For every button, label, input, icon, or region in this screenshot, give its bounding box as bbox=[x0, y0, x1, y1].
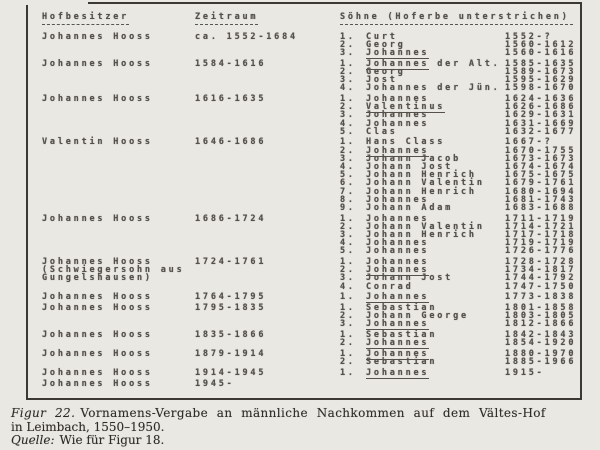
son-years: 1595-1629 bbox=[505, 75, 577, 86]
son-number: 3. bbox=[340, 273, 356, 284]
header-cell-soehne bbox=[340, 13, 580, 25]
owner-cell bbox=[42, 33, 195, 41]
owner-cell bbox=[42, 293, 195, 301]
son-years: 1626-1686 bbox=[505, 102, 577, 113]
period: 1795-1835 bbox=[195, 303, 267, 314]
table-row-group bbox=[42, 138, 580, 212]
son-years: 1714-1721 bbox=[505, 221, 577, 232]
son-years: 1667-? bbox=[505, 137, 553, 148]
caption-line-1 bbox=[11, 407, 591, 421]
owner-cell bbox=[42, 380, 195, 388]
owner-cell bbox=[42, 369, 195, 377]
son-years: 1585-1635 bbox=[505, 58, 577, 69]
owner-cell bbox=[42, 350, 195, 358]
header-zeitraum: Zeitraum bbox=[195, 13, 258, 25]
son-name: Sebastian bbox=[366, 303, 438, 314]
son-number: 8. bbox=[340, 194, 356, 205]
son-number: 6. bbox=[340, 178, 356, 189]
owner-cell bbox=[42, 95, 195, 103]
son-number: 7. bbox=[340, 186, 356, 197]
son-years: 1679-1761 bbox=[505, 178, 577, 189]
son-years: 1670-1755 bbox=[505, 145, 577, 156]
son-years: 1680-1694 bbox=[505, 186, 577, 197]
sons-cell bbox=[340, 369, 580, 377]
son-name-wrap bbox=[366, 247, 429, 255]
son-name-wrap bbox=[366, 49, 429, 57]
son-name-wrap bbox=[366, 369, 429, 377]
son-name: Johannes bbox=[366, 257, 430, 268]
son-number: 1. bbox=[340, 94, 356, 105]
son-name: Curt bbox=[366, 31, 398, 42]
period-cell bbox=[195, 380, 340, 388]
period-cell bbox=[195, 331, 340, 339]
son-years: 1719-1719 bbox=[505, 238, 577, 249]
son-number: 5. bbox=[340, 246, 356, 257]
table-row-group bbox=[42, 304, 580, 329]
son-row bbox=[340, 339, 580, 347]
son-name: Johann Henrich bbox=[366, 170, 477, 181]
son-row bbox=[340, 128, 580, 136]
table-header-row bbox=[42, 13, 580, 25]
son-number: 1. bbox=[340, 292, 356, 303]
son-number: 1. bbox=[340, 213, 356, 224]
son-years: 1624-1636 bbox=[505, 94, 577, 105]
son-name: Clas bbox=[366, 126, 398, 137]
son-years: 1803-1805 bbox=[505, 311, 577, 322]
son-name-wrap bbox=[366, 358, 437, 366]
sons-cell bbox=[340, 33, 580, 58]
frame-top-fade bbox=[26, 2, 88, 5]
son-years: 1560-1612 bbox=[505, 39, 577, 50]
son-years: 1726-1776 bbox=[505, 246, 577, 257]
table-row-group bbox=[42, 331, 580, 347]
table-frame bbox=[26, 2, 582, 400]
period-cell bbox=[195, 95, 340, 103]
son-name: Johannes bbox=[366, 48, 430, 59]
son-name-wrap bbox=[366, 128, 398, 136]
owner-name-line: Johannes Hooss bbox=[42, 303, 153, 314]
son-years: 1915- bbox=[505, 367, 545, 378]
son-row bbox=[340, 283, 580, 291]
period: 1835-1866 bbox=[195, 330, 267, 341]
period-cell bbox=[195, 215, 340, 223]
son-number: 2. bbox=[340, 311, 356, 322]
owner-name-line: Gungelshausen) bbox=[42, 273, 153, 284]
son-number: 9. bbox=[340, 202, 356, 213]
son-number: 4. bbox=[340, 281, 356, 292]
sons-cell bbox=[340, 138, 580, 212]
son-years: 1880-1970 bbox=[505, 348, 577, 359]
son-number: 2. bbox=[340, 221, 356, 232]
son-years: 1632-1677 bbox=[505, 126, 577, 137]
table-row-group bbox=[42, 258, 580, 291]
period-cell bbox=[195, 293, 340, 301]
owner-name-line: Johannes Hooss bbox=[42, 94, 153, 105]
son-years: 1885-1966 bbox=[505, 357, 577, 368]
son-name: Johannes bbox=[366, 194, 430, 205]
son-number: 1. bbox=[340, 367, 356, 378]
period-cell bbox=[195, 138, 340, 146]
son-name: Johann Henrich bbox=[366, 186, 477, 197]
son-name: Johannes bbox=[366, 292, 430, 303]
period: 1584-1616 bbox=[195, 58, 267, 69]
son-name: Johannes bbox=[366, 145, 430, 156]
son-number: 2. bbox=[340, 102, 356, 113]
owner-name-line: Johannes Hooss bbox=[42, 257, 153, 268]
son-years: 1801-1858 bbox=[505, 303, 577, 314]
sons-cell bbox=[340, 304, 580, 329]
son-name: Jost bbox=[366, 75, 398, 86]
owner-cell bbox=[42, 60, 195, 68]
son-years: 1711-1719 bbox=[505, 213, 577, 224]
son-name: Georg bbox=[366, 39, 406, 50]
caption-source-line bbox=[11, 434, 591, 448]
son-years: 1629-1631 bbox=[505, 110, 577, 121]
son-years: 1744-1792 bbox=[505, 273, 577, 284]
owner-name-line: Johannes Hooss bbox=[42, 213, 153, 224]
son-name: Johann George bbox=[366, 311, 469, 322]
son-name: Johannes bbox=[366, 83, 430, 94]
sons-cell bbox=[340, 258, 580, 291]
son-row bbox=[340, 358, 580, 366]
son-name: Sebastian bbox=[366, 357, 438, 368]
caption-text-1: Vornamens-Vergabe an männliche Nachkommen auf dem Vältes-Hof bbox=[80, 406, 546, 420]
son-number: 3. bbox=[340, 110, 356, 121]
son-name: Johannes bbox=[366, 319, 430, 330]
son-name-suffix: der Alt. bbox=[429, 58, 501, 69]
sons-cell bbox=[340, 95, 580, 136]
son-number: 3. bbox=[340, 153, 356, 164]
son-name-wrap bbox=[366, 204, 453, 212]
son-name-wrap bbox=[366, 293, 429, 301]
sons-cell bbox=[340, 331, 580, 347]
son-number: 4. bbox=[340, 162, 356, 173]
son-number: 5. bbox=[340, 170, 356, 181]
son-name: Johann Adam bbox=[366, 202, 454, 213]
period: 1646-1686 bbox=[195, 137, 267, 148]
owner-cell bbox=[42, 258, 195, 283]
sons-cell bbox=[340, 60, 580, 93]
son-years: 1674-1674 bbox=[505, 162, 577, 173]
source-text: Wie für Figur 18. bbox=[59, 433, 165, 447]
son-number: 4. bbox=[340, 238, 356, 249]
son-years: 1589-1673 bbox=[505, 66, 577, 77]
period-cell bbox=[195, 369, 340, 377]
period: 1616-1635 bbox=[195, 94, 267, 105]
table-row-group bbox=[42, 33, 580, 58]
son-years: 1560-1616 bbox=[505, 48, 577, 59]
son-name: Johannes bbox=[366, 265, 430, 276]
period: 1914-1945 bbox=[195, 367, 267, 378]
son-number: 1. bbox=[340, 58, 356, 69]
son-number: 1. bbox=[340, 137, 356, 148]
period-cell bbox=[195, 304, 340, 312]
owner-cell bbox=[42, 304, 195, 312]
owner-cell bbox=[42, 331, 195, 339]
son-years: 1842-1843 bbox=[505, 330, 577, 341]
son-years: 1812-1866 bbox=[505, 319, 577, 330]
table-body bbox=[42, 33, 580, 388]
son-number: 1. bbox=[340, 330, 356, 341]
son-years: 1773-1838 bbox=[505, 292, 577, 303]
son-years: 1734-1817 bbox=[505, 265, 577, 276]
son-number: 4. bbox=[340, 83, 356, 94]
son-years: 1675-1675 bbox=[505, 170, 577, 181]
son-row bbox=[340, 320, 580, 328]
son-number: 2. bbox=[340, 338, 356, 349]
son-name: Johann Henrich bbox=[366, 230, 477, 241]
son-row bbox=[340, 369, 580, 377]
source-label: Quelle: bbox=[11, 433, 55, 447]
caption-line-2: in Leimbach, 1550–1950. bbox=[11, 419, 165, 434]
period: 1686-1724 bbox=[195, 213, 267, 224]
owner-name-line: Johannes Hooss bbox=[42, 378, 153, 389]
period: 1945- bbox=[195, 378, 235, 389]
son-years: 1631-1669 bbox=[505, 118, 577, 129]
owner-name-line: Johannes Hooss bbox=[42, 348, 153, 359]
son-row bbox=[340, 49, 580, 57]
son-number: 4. bbox=[340, 118, 356, 129]
son-years: 1747-1750 bbox=[505, 281, 577, 292]
son-name: Johann Valentin bbox=[366, 178, 485, 189]
period-cell bbox=[195, 350, 340, 358]
son-name: Johannes bbox=[366, 213, 430, 224]
figure-caption bbox=[11, 407, 591, 448]
son-number: 5. bbox=[340, 126, 356, 137]
header-hofbesitzer: Hofbesitzer bbox=[42, 13, 129, 25]
son-number: 1. bbox=[340, 257, 356, 268]
son-name-wrap bbox=[366, 283, 414, 291]
son-name: Johannes bbox=[366, 238, 430, 249]
owner-name-line: Johannes Hooss bbox=[42, 330, 153, 341]
owner-name-line: Johannes Hooss bbox=[42, 292, 153, 303]
son-number: 3. bbox=[340, 75, 356, 86]
owner-name-line: Johannes Hooss bbox=[42, 58, 153, 69]
son-name-wrap bbox=[366, 84, 501, 92]
owner-name-line: Valentin Hooss bbox=[42, 137, 153, 148]
son-row bbox=[340, 204, 580, 212]
table-row-group bbox=[42, 369, 580, 377]
table-row-group bbox=[42, 60, 580, 93]
owner-name-line: Johannes Hooss bbox=[42, 31, 153, 42]
owner-name-line: (Schwiegersohn aus bbox=[42, 265, 185, 276]
son-name: Hans Class bbox=[366, 137, 446, 148]
period: 1724-1761 bbox=[195, 257, 267, 268]
son-number: 3. bbox=[340, 230, 356, 241]
period: ca. 1552-1684 bbox=[195, 31, 298, 42]
son-years: 1854-1920 bbox=[505, 338, 577, 349]
son-number: 2. bbox=[340, 145, 356, 156]
son-years: 1683-1688 bbox=[505, 202, 577, 213]
son-name: Johannes bbox=[366, 338, 430, 349]
period: 1764-1795 bbox=[195, 292, 267, 303]
son-row bbox=[340, 293, 580, 301]
son-name: Johannes bbox=[366, 348, 430, 359]
son-years: 1598-1670 bbox=[505, 83, 577, 94]
owner-name-line: Johannes Hooss bbox=[42, 367, 153, 378]
table-row-group bbox=[42, 95, 580, 136]
table-row-group bbox=[42, 350, 580, 366]
son-years: 1673-1673 bbox=[505, 153, 577, 164]
sons-cell bbox=[340, 215, 580, 256]
son-number: 3. bbox=[340, 48, 356, 59]
owner-cell bbox=[42, 138, 195, 146]
son-years: 1552-? bbox=[505, 31, 553, 42]
header-soehne: Söhne (Hoferbe unterstrichen) bbox=[340, 13, 573, 25]
son-name: Johannes bbox=[366, 246, 430, 257]
son-years: 1681-1743 bbox=[505, 194, 577, 205]
son-name: Johann Jacob bbox=[366, 153, 462, 164]
son-name-suffix: der Jün. bbox=[429, 83, 501, 94]
son-years: 1717-1718 bbox=[505, 230, 577, 241]
header-cell-zeitraum bbox=[195, 13, 340, 25]
sons-cell bbox=[340, 293, 580, 301]
son-row bbox=[340, 247, 580, 255]
son-name-wrap bbox=[366, 339, 429, 347]
son-name: Johann Jost bbox=[366, 273, 454, 284]
son-row bbox=[340, 84, 580, 92]
son-number: 1. bbox=[340, 303, 356, 314]
son-name: Johannes bbox=[366, 94, 430, 105]
son-years: 1728-1728 bbox=[505, 257, 577, 268]
son-name: Conrad bbox=[366, 281, 414, 292]
son-number: 1. bbox=[340, 31, 356, 42]
son-name: Sebastian bbox=[366, 330, 438, 341]
period-cell bbox=[195, 33, 340, 41]
son-name: Johannes bbox=[366, 110, 430, 121]
son-number: 2. bbox=[340, 39, 356, 50]
son-number: 2. bbox=[340, 357, 356, 368]
son-number: 2. bbox=[340, 265, 356, 276]
sons-cell bbox=[340, 350, 580, 366]
period-cell bbox=[195, 60, 340, 68]
table-row-group bbox=[42, 293, 580, 301]
son-name: Johann Jost bbox=[366, 162, 454, 173]
period: 1879-1914 bbox=[195, 348, 267, 359]
son-name: Johannes bbox=[366, 367, 430, 378]
figure-label: Figur 22. bbox=[11, 406, 76, 420]
son-number: 2. bbox=[340, 66, 356, 77]
son-name: Johannes bbox=[366, 118, 430, 129]
son-name: Johann Valentin bbox=[366, 221, 485, 232]
header-cell-hofbesitzer bbox=[42, 13, 195, 25]
son-name: Johannes bbox=[366, 58, 430, 69]
period-cell bbox=[195, 258, 340, 266]
table-row-group bbox=[42, 215, 580, 256]
son-number: 3. bbox=[340, 319, 356, 330]
son-number: 1. bbox=[340, 348, 356, 359]
son-name: Valentinus bbox=[366, 102, 446, 113]
son-name-wrap bbox=[366, 320, 429, 328]
son-name: Georg bbox=[366, 66, 406, 77]
owner-cell bbox=[42, 215, 195, 223]
table-row-group bbox=[42, 380, 580, 388]
